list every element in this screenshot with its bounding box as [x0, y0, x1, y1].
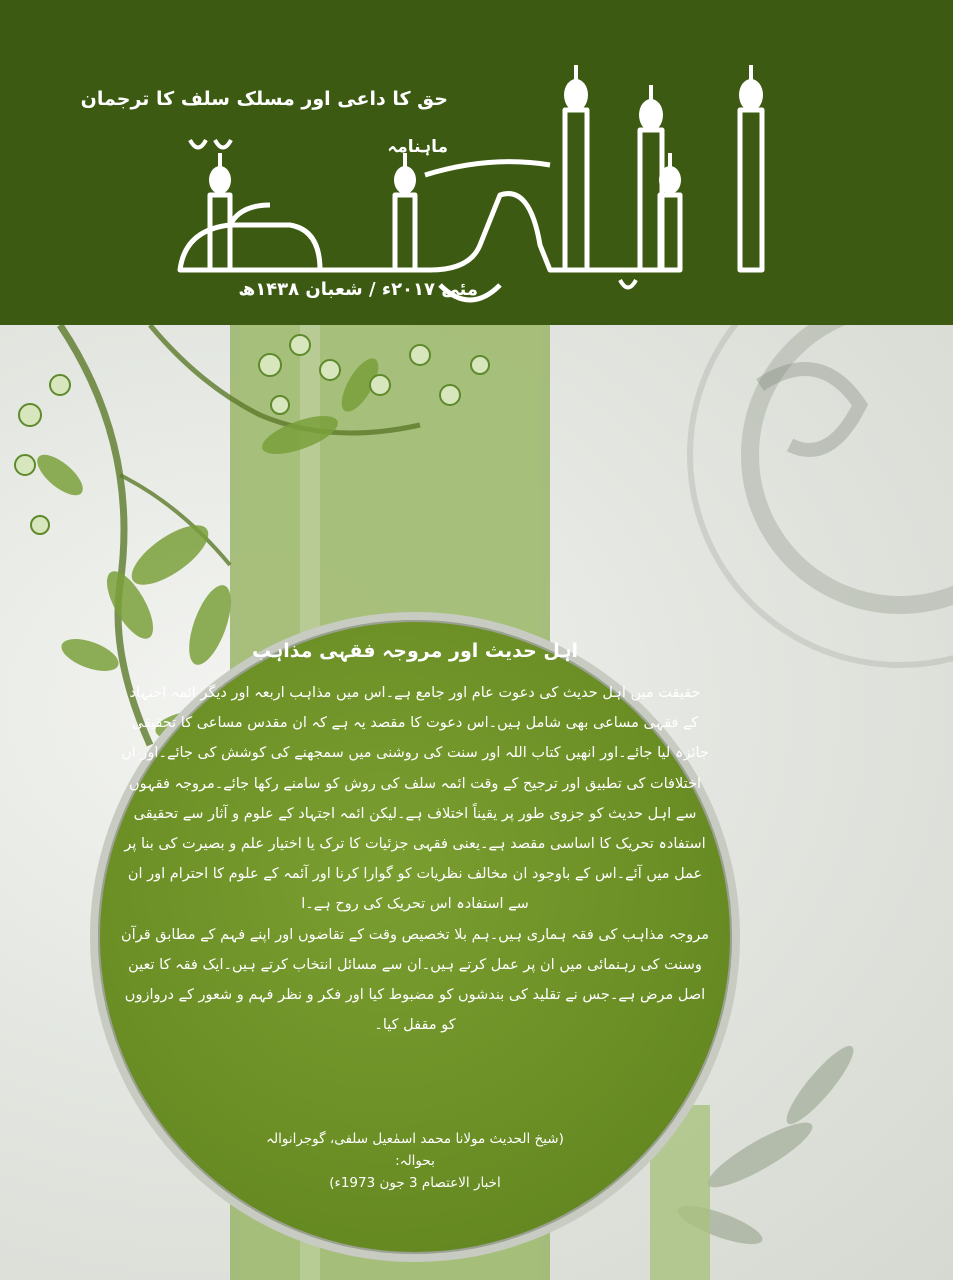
article-source — [250, 1128, 580, 1194]
article-paragraph: حقیقت میں اہل حدیث کی دعوت عام اور جامع ہے۔اس میں مذاہب اربعہ اور دیگر ائمہ اجتہاد کے فقہی مساعی بھی شامل ہیں۔اس دعوت کا مقصد یہ ہے کہ ان مقدس مساعی کا تحقیقی جائزہ لیا جائے۔اور انھیں کتاب اللہ اور سنت کی روشنی میں سمجھنے کی کوشش کی جائے۔اور ان اختلافات کی تطبیق اور ترجیح کے وقت ائمہ سلف کی روش کو سامنے رکھا جائے۔مروجہ فقہوں سے اہل حدیث کو جزوی طور پر یقیناً اختلاف ہے۔لیکن ائمہ اجتہاد کے علوم و آثار سے تحقیقی استفادہ تحریک کا اساسی مقصد ہے۔یعنی فقہی جزئیات کا ترک یا اختیار علم و بصیرت کی بنا پر عمل میں آئے۔اس کے باوجود ان مخالف نظریات کو گوارا کرنا اور آئمہ کے علوم کا احترام اور ان سے استفادہ اس تحریک کی روح ہے۔ا — [121, 685, 709, 913]
magazine-type-label: ماہنامہ — [387, 137, 448, 157]
issue-date: مئی ۲۰۱۷ء / شعبان ۱۴۳۸ھ — [238, 279, 478, 300]
article-paragraph: مروجہ مذاہب کی فقہ ہماری ہیں۔ہم بلا تخصیص وقت کے تقاضوں اور اپنے فہم کے مطابق قرآن وسنت کی رہنمائی میں ان پر عمل کرتے ہیں۔ان سے مسائل انتخاب کرتے ہیں۔ایک فقہ کا تعین اصل مرض ہے۔جس نے تقلید کی بندشوں کو مضبوط کیا اور فکر و نظر فہم و شعور کے دروازوں کو مقفل کیا۔ — [121, 926, 709, 1034]
article-title: اہل حدیث اور مروجہ فقہی مذاہب — [251, 640, 579, 662]
source-line: (شیخ الحدیث مولانا محمد اسمٰعیل سلفی، گوجرانوالہ بحوالہ: — [266, 1131, 564, 1169]
source-line: اخبار الاعتصام 3 جون 1973ء) — [329, 1175, 501, 1191]
article-body — [120, 678, 710, 1040]
tagline: حق کا داعی اور مسلک سلف کا ترجمان — [80, 88, 448, 110]
